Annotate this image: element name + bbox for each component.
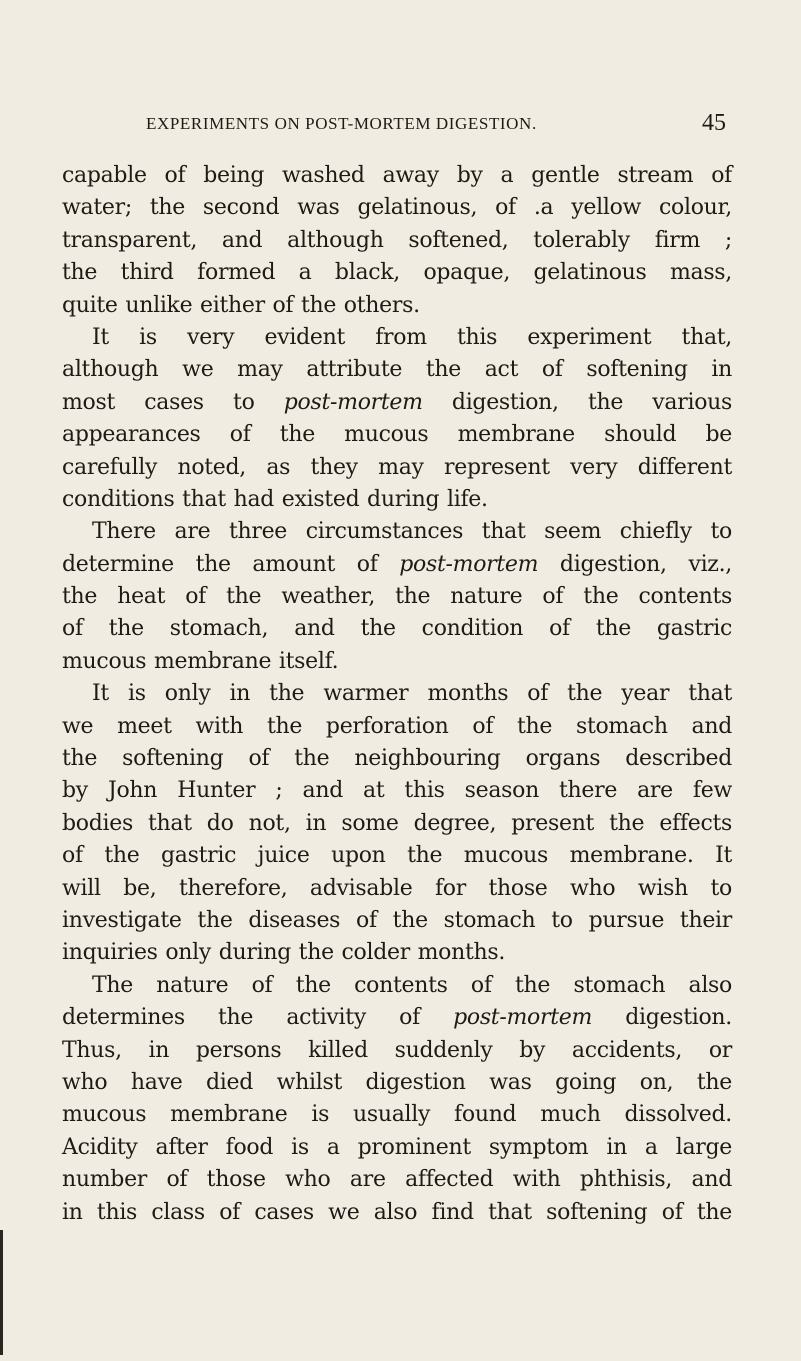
- text-line: conditions that had existed during life.: [62, 486, 488, 512]
- text-line: the softening of the neighbouring organs described: [62, 746, 732, 772]
- italic-term: post-mortem: [399, 551, 539, 577]
- text-line: although we may attribute the act of softening in: [62, 357, 732, 383]
- text-line: It is only in the warmer months of the year that: [92, 681, 732, 707]
- text-line: The nature of the contents of the stomach also: [92, 972, 732, 998]
- text-line: determine the amount of post-mortem digestion, viz.,: [62, 551, 732, 577]
- text-line: inquiries only during the colder months.: [62, 940, 506, 966]
- text-line: determines the activity of post-mortem digestion.: [62, 1005, 732, 1031]
- text-line: number of those who are affected with phthisis, and: [62, 1167, 732, 1193]
- text-line: bodies that do not, in some degree, present the effects: [62, 810, 732, 836]
- page-number: 45: [702, 110, 726, 136]
- text-line: appearances of the mucous membrane should be: [62, 422, 732, 448]
- text-line: will be, therefore, advisable for those who wish to: [62, 875, 732, 901]
- text-line: There are three circumstances that seem chiefly to: [92, 519, 732, 545]
- text-line: Acidity after food is a prominent symptom in a large: [62, 1134, 732, 1160]
- text-line: transparent, and although softened, tolerably firm ;: [62, 227, 732, 253]
- text-line: investigate the diseases of the stomach to pursue their: [62, 907, 732, 933]
- scan-edge-mark: [0, 1230, 3, 1355]
- text-line: we meet with the perforation of the stomach and: [62, 713, 732, 739]
- running-head: EXPERIMENTS ON POST-MORTEM DIGESTION.: [146, 114, 537, 133]
- text-line: capable of being washed away by a gentle stream of: [62, 163, 732, 188]
- italic-term: post-mortem: [283, 389, 423, 415]
- text-line: mucous membrane is usually found much dissolved.: [62, 1102, 732, 1128]
- text-line: carefully noted, as they may represent very different: [62, 454, 732, 480]
- text-line: the heat of the weather, the nature of the contents: [62, 584, 732, 610]
- text-line: the third formed a black, opaque, gelatinous mass,: [62, 260, 732, 286]
- text-line: Thus, in persons killed suddenly by accidents, or: [62, 1037, 732, 1063]
- text-line: mucous membrane itself.: [62, 648, 339, 674]
- page-header: [146, 110, 726, 138]
- text-line: by John Hunter ; and at this season there are few: [62, 778, 732, 804]
- text-line: It is very evident from this experiment that,: [92, 324, 732, 350]
- body-text: [62, 160, 732, 1229]
- text-line: who have died whilst digestion was going on, the: [62, 1069, 732, 1095]
- text-line: water; the second was gelatinous, of .a yellow colour,: [62, 195, 732, 221]
- text-line: of the stomach, and the condition of the gastric: [62, 616, 732, 642]
- italic-term: post-mortem: [453, 1005, 593, 1031]
- text-line: quite unlike either of the others.: [62, 292, 420, 318]
- text-line: most cases to post-mortem digestion, the various: [62, 389, 732, 415]
- text-line: in this class of cases we also find that softening of the: [62, 1199, 732, 1225]
- text-line: of the gastric juice upon the mucous membrane. It: [62, 843, 732, 869]
